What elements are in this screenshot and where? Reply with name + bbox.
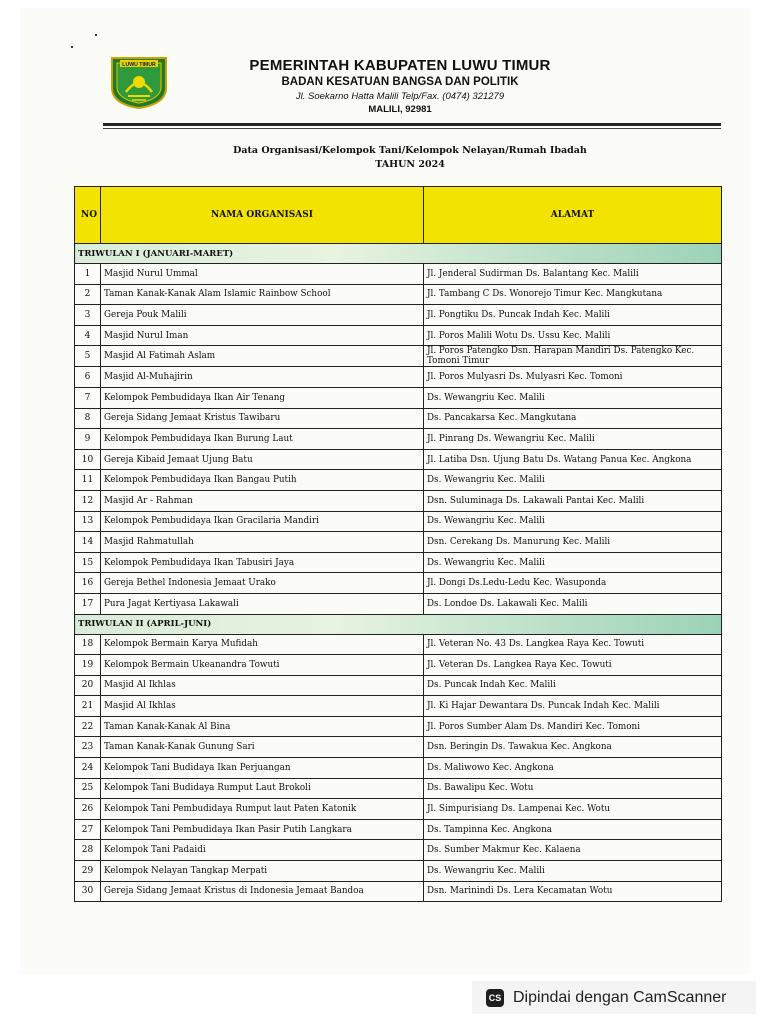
agency-city: MALILI, 92981 (368, 104, 432, 115)
organization-name: Kelompok Pembudidaya Ikan Gracilaria Mandiri (101, 511, 424, 532)
table-row (75, 449, 722, 470)
organization-name: Kelompok Bermain Karya Mufidah (101, 634, 424, 655)
organization-address: Jl. Ki Hajar Dewantara Ds. Puncak Indah Kec. Malili (424, 696, 722, 717)
organization-address: Dsn. Marinindi Ds. Lera Kecamatan Wotu (424, 881, 722, 902)
row-number: 27 (75, 819, 101, 840)
row-number: 19 (75, 655, 101, 676)
organization-name: Kelompok Pembudidaya Ikan Burung Laut (101, 429, 424, 450)
row-number: 16 (75, 573, 101, 594)
letterhead-rule-thin (103, 128, 721, 129)
row-number: 5 (75, 346, 101, 367)
table-row (75, 655, 722, 676)
table-row (75, 264, 722, 285)
row-number: 28 (75, 840, 101, 861)
table-row (75, 840, 722, 861)
table-row (75, 778, 722, 799)
row-number: 18 (75, 634, 101, 655)
letterhead (200, 56, 600, 116)
organization-name: Masjid Ar - Rahman (101, 490, 424, 511)
row-number: 6 (75, 367, 101, 388)
row-number: 24 (75, 758, 101, 779)
agency-address: Jl. Soekarno Hatta Malili Telp/Fax. (0474) 321279 (295, 91, 505, 102)
section-label: TRIWULAN II (APRIL-JUNI) (75, 614, 722, 634)
agency-name: BADAN KESATUAN BANGSA DAN POLITIK (281, 76, 519, 88)
organization-name: Kelompok Bermain Ukeanandra Towuti (101, 655, 424, 676)
row-number: 11 (75, 470, 101, 491)
table-row (75, 532, 722, 553)
header-no: NO (75, 187, 101, 244)
table-row (75, 387, 722, 408)
organization-address: Jl. Poros Sumber Alam Ds. Mandiri Kec. Tomoni (424, 716, 722, 737)
organization-address: Jl. Poros Malili Wotu Ds. Ussu Kec. Malili (424, 325, 722, 346)
organization-name: Masjid Nurul Iman (101, 325, 424, 346)
document-year: TAHUN 2024 (375, 159, 445, 170)
organization-address: Jl. Veteran Ds. Langkea Raya Kec. Towuti (424, 655, 722, 676)
organization-name: Kelompok Tani Budidaya Rumput Laut Brokoli (101, 778, 424, 799)
organization-address: Jl. Simpurisiang Ds. Lampenai Kec. Wotu (424, 799, 722, 820)
organization-name: Taman Kanak-Kanak Alam Islamic Rainbow School (101, 284, 424, 305)
organization-name: Kelompok Tani Pembudidaya Ikan Pasir Putih Langkara (101, 819, 424, 840)
organization-address: Jl. Tambang C Ds. Wonorejo Timur Kec. Mangkutana (424, 284, 722, 305)
table-row (75, 573, 722, 594)
organization-address: Ds. Puncak Indah Kec. Malili (424, 675, 722, 696)
organization-name: Masjid Rahmatullah (101, 532, 424, 553)
table-row (75, 284, 722, 305)
organization-address: Ds. Wewangriu Kec. Malili (424, 470, 722, 491)
row-number: 12 (75, 490, 101, 511)
organization-address: Ds. Bawalipu Kec. Wotu (424, 778, 722, 799)
organization-name: Kelompok Pembudidaya Ikan Bangau Putih (101, 470, 424, 491)
row-number: 17 (75, 593, 101, 614)
table-row (75, 346, 722, 367)
row-number: 8 (75, 408, 101, 429)
table-row (75, 634, 722, 655)
organization-address: Jl. Veteran No. 43 Ds. Langkea Raya Kec. Towuti (424, 634, 722, 655)
table-row (75, 799, 722, 820)
table-row (75, 593, 722, 614)
row-number: 3 (75, 305, 101, 326)
organization-name: Kelompok Tani Budidaya Ikan Perjuangan (101, 758, 424, 779)
row-number: 14 (75, 532, 101, 553)
organization-address: Ds. Londoe Ds. Lakawali Kec. Malili (424, 593, 722, 614)
organization-name: Gereja Sidang Jemaat Kristus di Indonesia Jemaat Bandoa (101, 881, 424, 902)
organization-address: Jl. Pinrang Ds. Wewangriu Kec. Malili (424, 429, 722, 450)
organization-address: Ds. Tampinna Kec. Angkona (424, 819, 722, 840)
government-name: PEMERINTAH KABUPATEN LUWU TIMUR (249, 57, 551, 74)
table-row (75, 367, 722, 388)
row-number: 26 (75, 799, 101, 820)
table-row (75, 696, 722, 717)
document-title-block (160, 144, 660, 172)
row-number: 30 (75, 881, 101, 902)
organization-name: Masjid Nurul Ummal (101, 264, 424, 285)
row-number: 10 (75, 449, 101, 470)
organization-address: Ds. Wewangriu Kec. Malili (424, 387, 722, 408)
organization-name: Gereja Sidang Jemaat Kristus Tawibaru (101, 408, 424, 429)
organization-address: Ds. Wewangriu Kec. Malili (424, 511, 722, 532)
row-number: 21 (75, 696, 101, 717)
organization-address: Dsn. Cerekang Ds. Manurung Kec. Malili (424, 532, 722, 553)
organization-name: Masjid Al Ikhlas (101, 675, 424, 696)
camscanner-watermark (472, 981, 756, 1014)
table-row (75, 305, 722, 326)
organization-name: Pura Jagat Kertiyasa Lakawali (101, 593, 424, 614)
organization-name: Gereja Pouk Malili (101, 305, 424, 326)
organization-address: Dsn. Suluminaga Ds. Lakawali Pantai Kec. Malili (424, 490, 722, 511)
table-row (75, 716, 722, 737)
row-number: 7 (75, 387, 101, 408)
organization-address: Ds. Maliwowo Kec. Angkona (424, 758, 722, 779)
organization-table (74, 186, 722, 902)
organization-name: Gereja Bethel Indonesia Jemaat Urako (101, 573, 424, 594)
section-header-row (75, 614, 722, 634)
row-number: 15 (75, 552, 101, 573)
organization-address: Ds. Wewangriu Kec. Malili (424, 861, 722, 882)
organization-address: Jl. Latiba Dsn. Ujung Batu Ds. Watang Panua Kec. Angkona (424, 449, 722, 470)
organization-name: Taman Kanak-Kanak Gunung Sari (101, 737, 424, 758)
regency-logo-icon (108, 54, 170, 110)
table-row (75, 552, 722, 573)
organization-name: Taman Kanak-Kanak Al Bina (101, 716, 424, 737)
table-row (75, 490, 722, 511)
organization-address: Jl. Poros Patengko Dsn. Harapan Mandiri Ds. Patengko Kec. Tomoni Timur (424, 346, 722, 367)
header-name: NAMA ORGANISASI (101, 187, 424, 244)
section-label: TRIWULAN I (JANUARI-MARET) (75, 244, 722, 264)
row-number: 20 (75, 675, 101, 696)
letterhead-rule-thick (103, 123, 721, 126)
logo-text: LUWU TIMUR (122, 61, 156, 68)
table-row (75, 511, 722, 532)
organization-name: Gereja Kibaid Jemaat Ujung Batu (101, 449, 424, 470)
organization-address: Ds. Sumber Makmur Kec. Kalaena (424, 840, 722, 861)
organization-address: Jl. Pongtiku Ds. Puncak Indah Kec. Malili (424, 305, 722, 326)
row-number: 1 (75, 264, 101, 285)
organization-name: Kelompok Tani Padaidi (101, 840, 424, 861)
row-number: 25 (75, 778, 101, 799)
row-number: 13 (75, 511, 101, 532)
organization-name: Kelompok Tani Pembudidaya Rumput laut Paten Katonik (101, 799, 424, 820)
speck-mark (95, 34, 97, 36)
document-title: Data Organisasi/Kelompok Tani/Kelompok Nelayan/Rumah Ibadah (233, 145, 587, 156)
table-row (75, 408, 722, 429)
table-row (75, 819, 722, 840)
row-number: 4 (75, 325, 101, 346)
camscanner-label: Dipindai dengan CamScanner (513, 988, 727, 1006)
organization-address: Jl. Jenderal Sudirman Ds. Balantang Kec. Malili (424, 264, 722, 285)
organization-address: Dsn. Beringin Ds. Tawakua Kec. Angkona (424, 737, 722, 758)
table-row (75, 881, 722, 902)
header-address: ALAMAT (424, 187, 722, 244)
row-number: 29 (75, 861, 101, 882)
organization-name: Kelompok Pembudidaya Ikan Air Tenang (101, 387, 424, 408)
table-header-row (75, 187, 722, 244)
organization-address: Ds. Pancakarsa Kec. Mangkutana (424, 408, 722, 429)
organization-name: Masjid Al-Muhajirin (101, 367, 424, 388)
table-row (75, 429, 722, 450)
organization-name: Masjid Al Ikhlas (101, 696, 424, 717)
row-number: 23 (75, 737, 101, 758)
row-number: 9 (75, 429, 101, 450)
table-row (75, 325, 722, 346)
organization-address: Jl. Poros Mulyasri Ds. Mulyasri Kec. Tomoni (424, 367, 722, 388)
organization-address: Ds. Wewangriu Kec. Malili (424, 552, 722, 573)
organization-name: Kelompok Nelayan Tangkap Merpati (101, 861, 424, 882)
table-row (75, 675, 722, 696)
table-row (75, 758, 722, 779)
row-number: 22 (75, 716, 101, 737)
table-row (75, 470, 722, 491)
speck-mark (71, 46, 73, 48)
organization-name: Kelompok Pembudidaya Ikan Tabusiri Jaya (101, 552, 424, 573)
camscanner-logo-icon: CS (486, 989, 504, 1007)
row-number: 2 (75, 284, 101, 305)
organization-name: Masjid Al Fatimah Aslam (101, 346, 424, 367)
table-row (75, 861, 722, 882)
table-row (75, 737, 722, 758)
section-header-row (75, 244, 722, 264)
organization-address: Jl. Dongi Ds.Ledu-Ledu Kec. Wasuponda (424, 573, 722, 594)
table-body (75, 244, 722, 902)
